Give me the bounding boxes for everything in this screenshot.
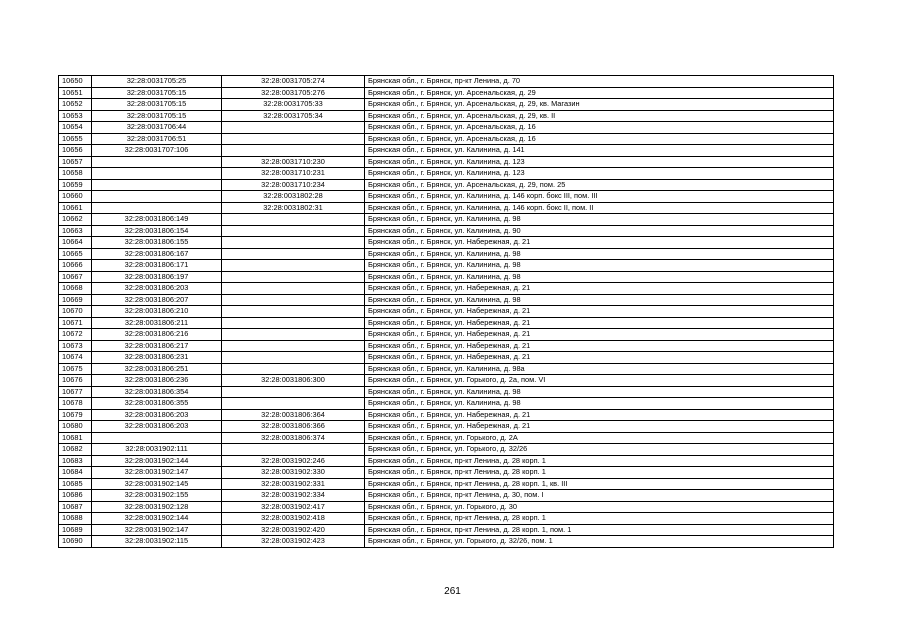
object-cadastral-number-cell: 32:28:0031902:417 [222, 501, 365, 513]
table-row [59, 306, 834, 318]
land-cadastral-number-cell: 32:28:0031902:145 [92, 478, 222, 490]
land-cadastral-number-cell [92, 191, 222, 203]
object-cadastral-number-cell [222, 225, 365, 237]
row-number-cell: 10683 [59, 455, 92, 467]
table-row [59, 76, 834, 88]
row-number-cell: 10654 [59, 122, 92, 134]
address-cell: Брянская обл., г. Брянск, ул. Набережная, д. 21 [365, 421, 834, 433]
table-row [59, 271, 834, 283]
land-cadastral-number-cell: 32:28:0031705:15 [92, 110, 222, 122]
land-cadastral-number-cell: 32:28:0031806:149 [92, 214, 222, 226]
object-cadastral-number-cell [222, 248, 365, 260]
row-number-cell: 10650 [59, 76, 92, 88]
object-cadastral-number-cell: 32:28:0031806:364 [222, 409, 365, 421]
address-cell: Брянская обл., г. Брянск, ул. Набережная, д. 21 [365, 409, 834, 421]
land-cadastral-number-cell [92, 432, 222, 444]
land-cadastral-number-cell: 32:28:0031806:203 [92, 421, 222, 433]
table-row [59, 202, 834, 214]
row-number-cell: 10668 [59, 283, 92, 295]
land-cadastral-number-cell: 32:28:0031806:251 [92, 363, 222, 375]
registry-table-body [59, 76, 834, 548]
row-number-cell: 10658 [59, 168, 92, 180]
table-row [59, 398, 834, 410]
address-cell: Брянская обл., г. Брянск, ул. Калинина, д. 146 корп. бокс III, пом. III [365, 191, 834, 203]
row-number-cell: 10653 [59, 110, 92, 122]
address-cell: Брянская обл., г. Брянск, ул. Арсенальская, д. 29, кв. II [365, 110, 834, 122]
object-cadastral-number-cell [222, 133, 365, 145]
table-row [59, 536, 834, 548]
row-number-cell: 10682 [59, 444, 92, 456]
row-number-cell: 10674 [59, 352, 92, 364]
object-cadastral-number-cell [222, 271, 365, 283]
table-row [59, 225, 834, 237]
address-cell: Брянская обл., г. Брянск, ул. Калинина, д. 146 корп. бокс II, пом. II [365, 202, 834, 214]
table-row [59, 444, 834, 456]
land-cadastral-number-cell: 32:28:0031706:51 [92, 133, 222, 145]
object-cadastral-number-cell: 32:28:0031902:334 [222, 490, 365, 502]
row-number-cell: 10671 [59, 317, 92, 329]
address-cell: Брянская обл., г. Брянск, ул. Калинина, д. 98 [365, 294, 834, 306]
land-cadastral-number-cell: 32:28:0031902:144 [92, 455, 222, 467]
address-cell: Брянская обл., г. Брянск, ул. Калинина, д. 98 [365, 271, 834, 283]
object-cadastral-number-cell: 32:28:0031802:31 [222, 202, 365, 214]
table-row [59, 352, 834, 364]
row-number-cell: 10657 [59, 156, 92, 168]
address-cell: Брянская обл., г. Брянск, ул. Арсенальская, д. 29 [365, 87, 834, 99]
address-cell: Брянская обл., г. Брянск, ул. Набережная, д. 21 [365, 352, 834, 364]
address-cell: Брянская обл., г. Брянск, ул. Калинина, д. 98 [365, 398, 834, 410]
object-cadastral-number-cell [222, 329, 365, 341]
land-cadastral-number-cell: 32:28:0031806:236 [92, 375, 222, 387]
object-cadastral-number-cell [222, 294, 365, 306]
object-cadastral-number-cell: 32:28:0031802:28 [222, 191, 365, 203]
object-cadastral-number-cell [222, 122, 365, 134]
address-cell: Брянская обл., г. Брянск, пр-кт Ленина, д. 28 корп. 1, пом. 1 [365, 524, 834, 536]
row-number-cell: 10673 [59, 340, 92, 352]
address-cell: Брянская обл., г. Брянск, ул. Арсенальская, д. 29, кв. Магазин [365, 99, 834, 111]
address-cell: Брянская обл., г. Брянск, пр-кт Ленина, д. 28 корп. 1, кв. III [365, 478, 834, 490]
table-row [59, 524, 834, 536]
table-row [59, 329, 834, 341]
address-cell: Брянская обл., г. Брянск, ул. Калинина, д. 141 [365, 145, 834, 157]
address-cell: Брянская обл., г. Брянск, пр-кт Ленина, д. 28 корп. 1 [365, 455, 834, 467]
land-cadastral-number-cell: 32:28:0031902:128 [92, 501, 222, 513]
table-row [59, 87, 834, 99]
table-row [59, 386, 834, 398]
address-cell: Брянская обл., г. Брянск, пр-кт Ленина, д. 28 корп. 1 [365, 467, 834, 479]
address-cell: Брянская обл., г. Брянск, ул. Арсенальская, д. 16 [365, 122, 834, 134]
object-cadastral-number-cell: 32:28:0031806:366 [222, 421, 365, 433]
table-row [59, 122, 834, 134]
object-cadastral-number-cell [222, 214, 365, 226]
table-row [59, 432, 834, 444]
table-row [59, 214, 834, 226]
address-cell: Брянская обл., г. Брянск, ул. Арсенальская, д. 29, пом. 25 [365, 179, 834, 191]
land-cadastral-number-cell: 32:28:0031806:231 [92, 352, 222, 364]
land-cadastral-number-cell: 32:28:0031806:197 [92, 271, 222, 283]
land-cadastral-number-cell: 32:28:0031806:355 [92, 398, 222, 410]
row-number-cell: 10684 [59, 467, 92, 479]
table-row [59, 490, 834, 502]
object-cadastral-number-cell: 32:28:0031705:274 [222, 76, 365, 88]
object-cadastral-number-cell [222, 363, 365, 375]
address-cell: Брянская обл., г. Брянск, ул. Набережная, д. 21 [365, 329, 834, 341]
address-cell: Брянская обл., г. Брянск, ул. Набережная, д. 21 [365, 317, 834, 329]
address-cell: Брянская обл., г. Брянск, ул. Калинина, д. 123 [365, 156, 834, 168]
address-cell: Брянская обл., г. Брянск, ул. Калинина, д. 98 [365, 214, 834, 226]
row-number-cell: 10661 [59, 202, 92, 214]
table-row [59, 99, 834, 111]
row-number-cell: 10679 [59, 409, 92, 421]
row-number-cell: 10687 [59, 501, 92, 513]
land-cadastral-number-cell [92, 156, 222, 168]
table-row [59, 363, 834, 375]
address-cell: Брянская обл., г. Брянск, пр-кт Ленина, д. 70 [365, 76, 834, 88]
row-number-cell: 10664 [59, 237, 92, 249]
object-cadastral-number-cell [222, 145, 365, 157]
row-number-cell: 10659 [59, 179, 92, 191]
object-cadastral-number-cell: 32:28:0031902:420 [222, 524, 365, 536]
address-cell: Брянская обл., г. Брянск, ул. Калинина, д. 90 [365, 225, 834, 237]
row-number-cell: 10686 [59, 490, 92, 502]
table-row [59, 421, 834, 433]
object-cadastral-number-cell: 32:28:0031705:276 [222, 87, 365, 99]
land-cadastral-number-cell [92, 202, 222, 214]
land-cadastral-number-cell: 32:28:0031806:210 [92, 306, 222, 318]
land-cadastral-number-cell: 32:28:0031806:167 [92, 248, 222, 260]
object-cadastral-number-cell: 32:28:0031902:246 [222, 455, 365, 467]
address-cell: Брянская обл., г. Брянск, ул. Калинина, д. 98 [365, 248, 834, 260]
land-cadastral-number-cell: 32:28:0031902:115 [92, 536, 222, 548]
object-cadastral-number-cell: 32:28:0031902:418 [222, 513, 365, 525]
property-registry-table [58, 75, 834, 548]
row-number-cell: 10685 [59, 478, 92, 490]
row-number-cell: 10670 [59, 306, 92, 318]
row-number-cell: 10672 [59, 329, 92, 341]
table-row [59, 179, 834, 191]
land-cadastral-number-cell: 32:28:0031706:44 [92, 122, 222, 134]
land-cadastral-number-cell: 32:28:0031806:203 [92, 409, 222, 421]
address-cell: Брянская обл., г. Брянск, пр-кт Ленина, д. 30, пом. I [365, 490, 834, 502]
table-row [59, 375, 834, 387]
address-cell: Брянская обл., г. Брянск, ул. Набережная, д. 21 [365, 283, 834, 295]
address-cell: Брянская обл., г. Брянск, ул. Калинина, д. 123 [365, 168, 834, 180]
land-cadastral-number-cell: 32:28:0031806:203 [92, 283, 222, 295]
land-cadastral-number-cell: 32:28:0031705:15 [92, 99, 222, 111]
land-cadastral-number-cell: 32:28:0031806:217 [92, 340, 222, 352]
object-cadastral-number-cell [222, 444, 365, 456]
object-cadastral-number-cell: 32:28:0031705:33 [222, 99, 365, 111]
row-number-cell: 10678 [59, 398, 92, 410]
row-number-cell: 10655 [59, 133, 92, 145]
land-cadastral-number-cell: 32:28:0031707:106 [92, 145, 222, 157]
address-cell: Брянская обл., г. Брянск, ул. Горького, д. 32/26, пом. 1 [365, 536, 834, 548]
object-cadastral-number-cell [222, 260, 365, 272]
table-row [59, 294, 834, 306]
address-cell: Брянская обл., г. Брянск, пр-кт Ленина, д. 28 корп. 1 [365, 513, 834, 525]
row-number-cell: 10669 [59, 294, 92, 306]
object-cadastral-number-cell: 32:28:0031902:330 [222, 467, 365, 479]
address-cell: Брянская обл., г. Брянск, ул. Горького, д. 2а, пом. VI [365, 375, 834, 387]
address-cell: Брянская обл., г. Брянск, ул. Арсенальская, д. 16 [365, 133, 834, 145]
row-number-cell: 10688 [59, 513, 92, 525]
address-cell: Брянская обл., г. Брянск, ул. Горького, д. 32/26 [365, 444, 834, 456]
land-cadastral-number-cell: 32:28:0031705:15 [92, 87, 222, 99]
row-number-cell: 10681 [59, 432, 92, 444]
address-cell: Брянская обл., г. Брянск, ул. Калинина, д. 98 [365, 260, 834, 272]
row-number-cell: 10662 [59, 214, 92, 226]
object-cadastral-number-cell: 32:28:0031705:34 [222, 110, 365, 122]
row-number-cell: 10689 [59, 524, 92, 536]
object-cadastral-number-cell: 32:28:0031806:300 [222, 375, 365, 387]
table-row [59, 110, 834, 122]
table-row [59, 409, 834, 421]
object-cadastral-number-cell: 32:28:0031806:374 [222, 432, 365, 444]
object-cadastral-number-cell: 32:28:0031902:331 [222, 478, 365, 490]
address-cell: Брянская обл., г. Брянск, ул. Набережная, д. 21 [365, 306, 834, 318]
table-row [59, 156, 834, 168]
land-cadastral-number-cell: 32:28:0031806:216 [92, 329, 222, 341]
table-row [59, 455, 834, 467]
row-number-cell: 10652 [59, 99, 92, 111]
address-cell: Брянская обл., г. Брянск, ул. Калинина, д. 98а [365, 363, 834, 375]
table-row [59, 340, 834, 352]
object-cadastral-number-cell [222, 283, 365, 295]
address-cell: Брянская обл., г. Брянск, ул. Горького, д. 30 [365, 501, 834, 513]
object-cadastral-number-cell [222, 237, 365, 249]
object-cadastral-number-cell [222, 352, 365, 364]
table-row [59, 248, 834, 260]
table-row [59, 513, 834, 525]
table-row [59, 145, 834, 157]
land-cadastral-number-cell: 32:28:0031806:211 [92, 317, 222, 329]
row-number-cell: 10663 [59, 225, 92, 237]
row-number-cell: 10680 [59, 421, 92, 433]
land-cadastral-number-cell: 32:28:0031902:111 [92, 444, 222, 456]
address-cell: Брянская обл., г. Брянск, ул. Набережная, д. 21 [365, 340, 834, 352]
table-row [59, 260, 834, 272]
row-number-cell: 10667 [59, 271, 92, 283]
land-cadastral-number-cell: 32:28:0031902:144 [92, 513, 222, 525]
row-number-cell: 10660 [59, 191, 92, 203]
object-cadastral-number-cell: 32:28:0031710:234 [222, 179, 365, 191]
object-cadastral-number-cell [222, 317, 365, 329]
object-cadastral-number-cell [222, 306, 365, 318]
row-number-cell: 10677 [59, 386, 92, 398]
table-row [59, 168, 834, 180]
object-cadastral-number-cell [222, 386, 365, 398]
address-cell: Брянская обл., г. Брянск, ул. Горького, д. 2А [365, 432, 834, 444]
land-cadastral-number-cell [92, 168, 222, 180]
table-row [59, 191, 834, 203]
table-row [59, 133, 834, 145]
table-row [59, 237, 834, 249]
object-cadastral-number-cell [222, 398, 365, 410]
land-cadastral-number-cell: 32:28:0031806:207 [92, 294, 222, 306]
land-cadastral-number-cell: 32:28:0031705:25 [92, 76, 222, 88]
land-cadastral-number-cell: 32:28:0031806:154 [92, 225, 222, 237]
address-cell: Брянская обл., г. Брянск, ул. Калинина, д. 98 [365, 386, 834, 398]
land-cadastral-number-cell: 32:28:0031806:354 [92, 386, 222, 398]
land-cadastral-number-cell: 32:28:0031902:155 [92, 490, 222, 502]
land-cadastral-number-cell: 32:28:0031902:147 [92, 467, 222, 479]
row-number-cell: 10666 [59, 260, 92, 272]
land-cadastral-number-cell [92, 179, 222, 191]
address-cell: Брянская обл., г. Брянск, ул. Набережная, д. 21 [365, 237, 834, 249]
row-number-cell: 10675 [59, 363, 92, 375]
row-number-cell: 10690 [59, 536, 92, 548]
object-cadastral-number-cell: 32:28:0031902:423 [222, 536, 365, 548]
row-number-cell: 10651 [59, 87, 92, 99]
land-cadastral-number-cell: 32:28:0031902:147 [92, 524, 222, 536]
table-row [59, 467, 834, 479]
row-number-cell: 10676 [59, 375, 92, 387]
page-number: 261 [444, 586, 461, 597]
land-cadastral-number-cell: 32:28:0031806:155 [92, 237, 222, 249]
row-number-cell: 10656 [59, 145, 92, 157]
object-cadastral-number-cell [222, 340, 365, 352]
table-row [59, 501, 834, 513]
table-row [59, 478, 834, 490]
land-cadastral-number-cell: 32:28:0031806:171 [92, 260, 222, 272]
object-cadastral-number-cell: 32:28:0031710:230 [222, 156, 365, 168]
object-cadastral-number-cell: 32:28:0031710:231 [222, 168, 365, 180]
table-row [59, 317, 834, 329]
table-row [59, 283, 834, 295]
row-number-cell: 10665 [59, 248, 92, 260]
